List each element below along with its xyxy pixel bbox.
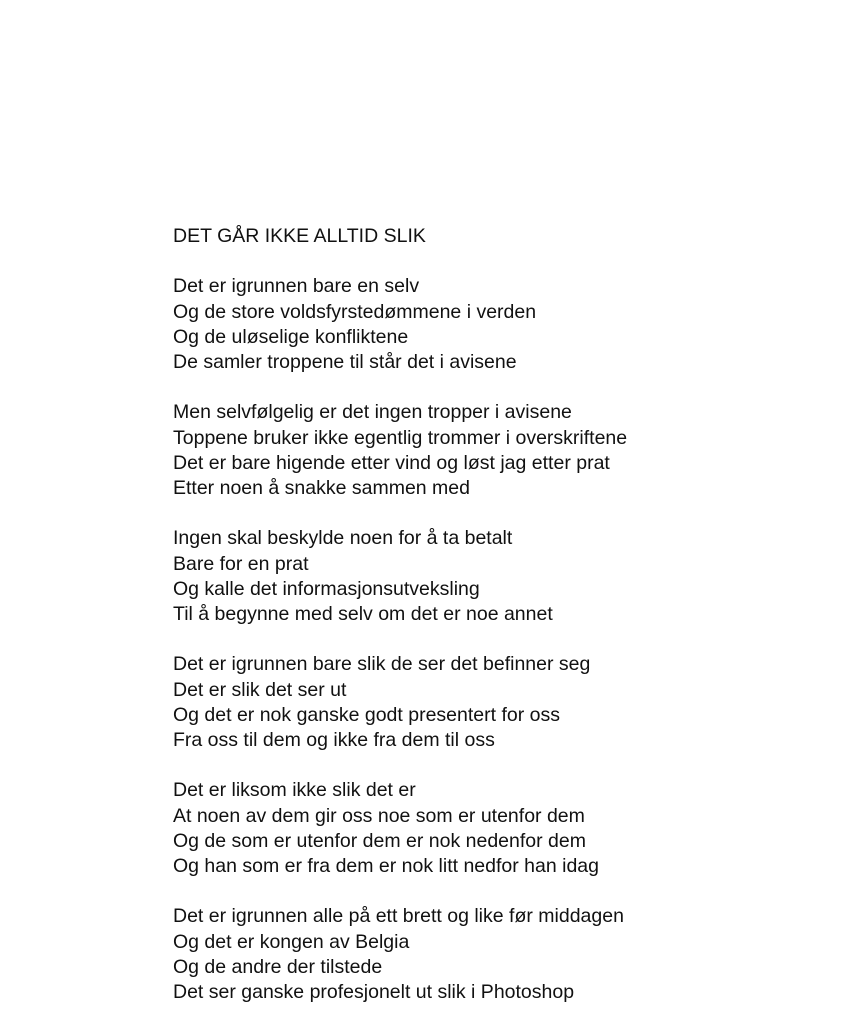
poem-line: Det er bare higende etter vind og løst jag etter prat	[173, 451, 610, 474]
poem-line: Og det er nok ganske godt presentert for oss	[173, 703, 560, 726]
stanza-2	[173, 400, 833, 501]
poem-line: Det er liksom ikke slik det er	[173, 779, 416, 802]
poem-line: Etter noen å snakke sammen med	[173, 477, 470, 499]
poem-line: Bare for en prat	[173, 552, 309, 575]
poem-line: Og de uløselige konfliktene	[173, 325, 409, 348]
poem-line: Men selvfølgelig er det ingen tropper i avisene	[173, 401, 572, 424]
poem-line: De samler troppene til står det i avisene	[173, 351, 517, 373]
stanza-5	[173, 778, 833, 879]
poem-line: Toppene bruker ikke egentlig trommer i overskriftene	[173, 426, 628, 449]
poem-line: Ingen skal beskylde noen for å ta betalt	[173, 527, 513, 550]
poem-title: DET GÅR IKKE ALLTID SLIK	[173, 225, 426, 247]
poem-line: Det ser ganske profesjonelt ut slik i Photoshop	[173, 981, 575, 1003]
poem-line: At noen av dem gir oss noe som er utenfor dem	[173, 804, 585, 827]
poem-line: Det er igrunnen alle på ett brett og like før middagen	[173, 905, 624, 928]
poem-line: Det er igrunnen bare slik de ser det befinner seg	[173, 653, 591, 676]
stanza-3	[173, 526, 833, 627]
poem-line: Og han som er fra dem er nok litt nedfor han idag	[173, 855, 599, 877]
poem-line: Det er slik det ser ut	[173, 678, 347, 701]
poem-line: Det er igrunnen bare en selv	[173, 275, 420, 298]
poem-line: Og de som er utenfor dem er nok nedenfor dem	[173, 829, 586, 852]
poem-line: Og de store voldsfyrstedømmene i verden	[173, 300, 537, 323]
stanza-1	[173, 274, 833, 375]
poem-line: Og de andre der tilstede	[173, 955, 383, 978]
poem-line: Fra oss til dem og ikke fra dem til oss	[173, 729, 495, 751]
stanza-4	[173, 652, 833, 753]
stanza-6	[173, 904, 833, 1005]
poem-line: Til å begynne med selv om det er noe annet	[173, 603, 553, 625]
poem	[173, 224, 833, 1005]
poem-line: Og kalle det informasjonsutveksling	[173, 577, 480, 600]
poem-line: Og det er kongen av Belgia	[173, 930, 410, 953]
